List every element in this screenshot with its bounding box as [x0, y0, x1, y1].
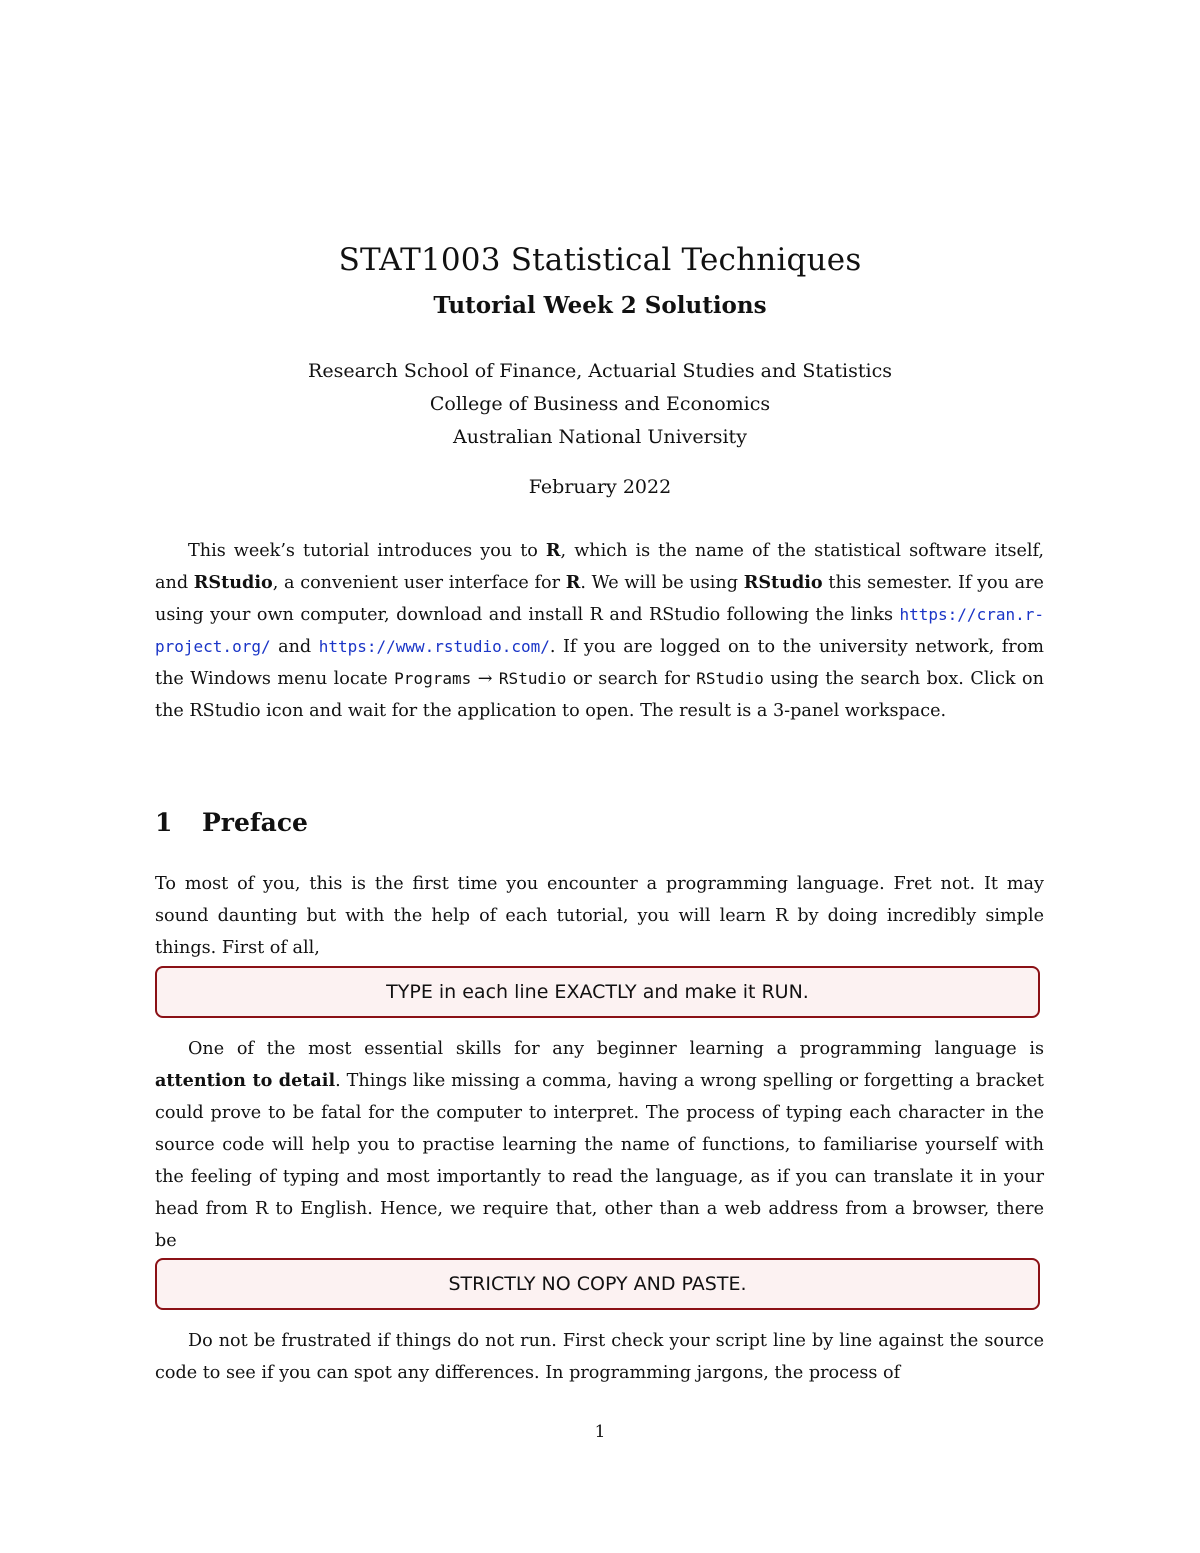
rstudio-link[interactable]: https://www.rstudio.com/: [318, 637, 550, 656]
paragraph-text: One of the most essential skills for any beginner learning a programming language is: [188, 1039, 1044, 1059]
intro-text: This week’s tutorial introduces you to: [188, 541, 546, 561]
preface-paragraph-3: Do not be frustrated if things do not run. First check your script line by line against the source code to see if you can spot any differences. In programming jargons, the process of: [155, 1331, 1044, 1383]
page-number: 1: [594, 1422, 606, 1442]
cran-link[interactable]: https://cran.r-project.org/: [155, 605, 1044, 656]
document-date: February 2022: [528, 476, 672, 498]
no-copy-paste-callout: STRICTLY NO COPY AND PASTE.: [155, 1258, 1040, 1310]
section-title: Preface: [202, 808, 308, 837]
document-title: STAT1003 Statistical Techniques: [338, 242, 862, 278]
affiliation-school: Research School of Finance, Actuarial Studies and Statistics: [308, 360, 892, 382]
intro-text: , which is the name of the statistical software itself, and: [155, 541, 1044, 593]
intro-text: , a convenient user interface for: [272, 573, 566, 593]
intro-text: and: [270, 637, 319, 657]
document-subtitle: Tutorial Week 2 Solutions: [433, 292, 767, 319]
arrow-icon: →: [471, 669, 499, 689]
menu-path-programs: Programs: [394, 669, 472, 688]
software-name-r: R: [565, 572, 581, 593]
intro-paragraph: [155, 535, 1044, 727]
intro-text: . If you are logged on to the university network, from the Windows menu locate: [155, 637, 1044, 689]
search-term-rstudio: RStudio: [696, 669, 764, 688]
preface-paragraph-1: To most of you, this is the first time you encounter a programming language. Fret not. It may sound daunting but with the help of each tutorial, you will learn R by doing incredibly simple things. First of all,: [155, 874, 1044, 958]
section-number: 1: [155, 808, 173, 837]
type-exactly-callout: TYPE in each line EXACTLY and make it RUN.: [155, 966, 1040, 1018]
emphasis-attention-to-detail: attention to detail: [155, 1070, 336, 1091]
intro-text: using the search box. Click on the RStudio icon and wait for the application to open. The result is a 3-panel workspace.: [155, 669, 1044, 721]
affiliation-university: Australian National University: [453, 426, 747, 448]
software-name-rstudio: RStudio: [193, 572, 273, 593]
intro-text: or search for: [566, 669, 697, 689]
intro-text: this semester. If you are using your own computer, download and install R and RStudio following the links: [155, 573, 1044, 625]
menu-path-rstudio: RStudio: [498, 669, 567, 688]
software-name-r: R: [545, 540, 561, 561]
affiliation-college: College of Business and Economics: [429, 393, 771, 415]
software-name-rstudio: RStudio: [743, 572, 823, 593]
intro-text: . We will be using: [580, 573, 744, 593]
section-heading-preface: [155, 808, 308, 837]
paragraph-text: . Things like missing a comma, having a wrong spelling or forgetting a bracket could prove to be fatal for the computer to interpret. The process of typing each character in the source code will help you to practise learning the name of functions, to familiarise yourself with the feeling of typing and most importantly to read the language, as if you can translate it in your head from R to English. Hence, we require that, other than a web address from a browser, there be: [155, 1071, 1044, 1251]
preface-paragraph-2: [155, 1033, 1044, 1257]
